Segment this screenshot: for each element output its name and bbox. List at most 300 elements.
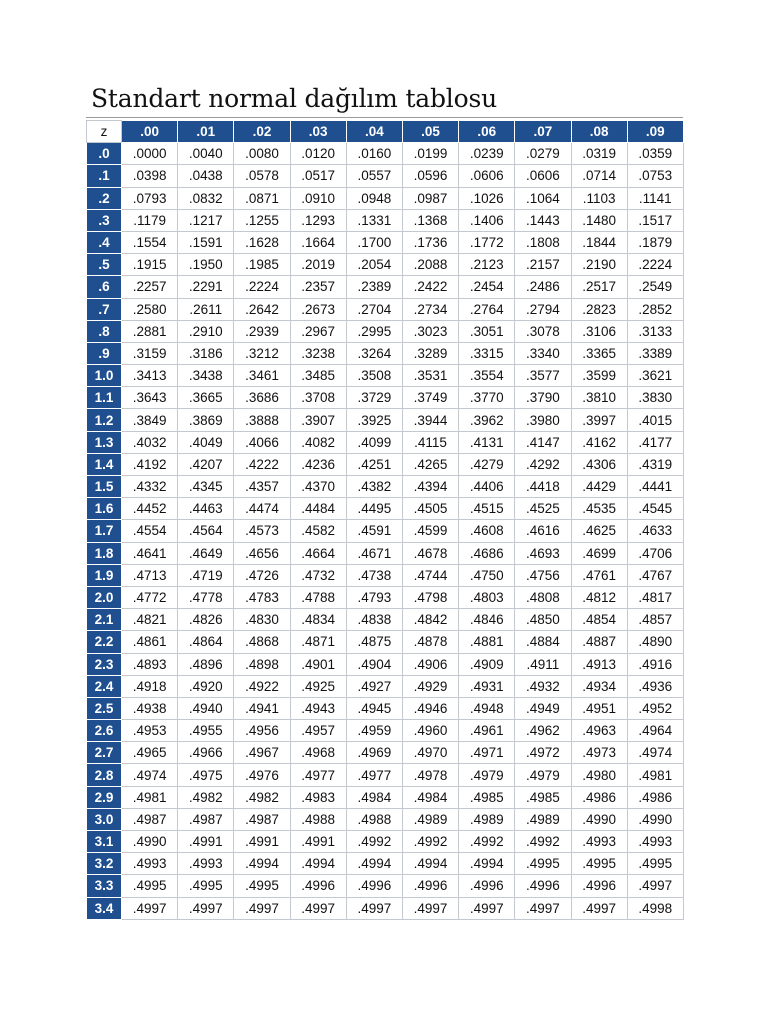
table-cell: .0596 (402, 165, 458, 187)
table-row (87, 209, 684, 231)
table-cell: .0438 (178, 165, 234, 187)
table-cell: .4986 (571, 786, 627, 808)
table-cell: .2019 (290, 254, 346, 276)
table-cell: .3577 (515, 365, 571, 387)
table-cell: .4918 (122, 675, 178, 697)
table-cell: .1772 (459, 231, 515, 253)
table-cell: .4981 (627, 764, 683, 786)
table-cell: .4616 (515, 520, 571, 542)
table-cell: .4955 (178, 720, 234, 742)
row-header: 1.2 (87, 409, 122, 431)
table-cell: .0279 (515, 143, 571, 165)
table-cell: .3790 (515, 387, 571, 409)
table-cell: .4990 (122, 831, 178, 853)
table-cell: .2123 (459, 254, 515, 276)
table-cell: .4545 (627, 498, 683, 520)
row-header: 2.7 (87, 742, 122, 764)
table-cell: .3907 (290, 409, 346, 431)
table-cell: .4967 (234, 742, 290, 764)
table-cell: .4706 (627, 542, 683, 564)
column-header: .02 (234, 121, 290, 143)
table-cell: .4382 (346, 476, 402, 498)
table-cell: .4945 (346, 697, 402, 719)
table-cell: .3264 (346, 342, 402, 364)
table-cell: .4772 (122, 586, 178, 608)
table-cell: .4993 (571, 831, 627, 853)
table-row (87, 631, 684, 653)
table-cell: .4980 (571, 764, 627, 786)
table-cell: .3389 (627, 342, 683, 364)
table-cell: .0359 (627, 143, 683, 165)
row-header: 1.0 (87, 365, 122, 387)
table-cell: .4292 (515, 453, 571, 475)
table-cell: .2734 (402, 298, 458, 320)
table-cell: .4979 (459, 764, 515, 786)
table-cell: .4995 (178, 875, 234, 897)
table-cell: .3599 (571, 365, 627, 387)
table-cell: .4345 (178, 476, 234, 498)
table-cell: .2910 (178, 320, 234, 342)
table-cell: .4927 (346, 675, 402, 697)
table-cell: .4961 (459, 720, 515, 742)
table-cell: .4693 (515, 542, 571, 564)
table-cell: .4115 (402, 431, 458, 453)
table-cell: .4332 (122, 476, 178, 498)
table-cell: .4984 (402, 786, 458, 808)
table-cell: .3665 (178, 387, 234, 409)
table-row (87, 697, 684, 719)
table-cell: .4995 (627, 853, 683, 875)
table-cell: .3315 (459, 342, 515, 364)
table-cell: .4991 (178, 831, 234, 853)
table-cell: .4821 (122, 609, 178, 631)
table-cell: .4936 (627, 675, 683, 697)
table-cell: .4306 (571, 453, 627, 475)
table-cell: .4319 (627, 453, 683, 475)
table-cell: .4991 (290, 831, 346, 853)
table-row (87, 476, 684, 498)
page-title: Standart normal dağılım tablosu (91, 84, 497, 113)
column-header: .01 (178, 121, 234, 143)
table-row (87, 875, 684, 897)
table-row (87, 853, 684, 875)
table-cell: .4997 (122, 897, 178, 919)
table-cell: .2454 (459, 276, 515, 298)
column-header: .04 (346, 121, 402, 143)
table-cell: .4875 (346, 631, 402, 653)
table-cell: .4251 (346, 453, 402, 475)
table-cell: .3869 (178, 409, 234, 431)
table-cell: .4959 (346, 720, 402, 742)
table-cell: .1406 (459, 209, 515, 231)
table-cell: .3830 (627, 387, 683, 409)
table-cell: .0606 (459, 165, 515, 187)
table-cell: .4982 (234, 786, 290, 808)
table-cell: .4995 (571, 853, 627, 875)
table-row (87, 409, 684, 431)
table-cell: .2995 (346, 320, 402, 342)
table-row (87, 653, 684, 675)
table-cell: .4834 (290, 609, 346, 631)
table-cell: .3708 (290, 387, 346, 409)
table-cell: .4744 (402, 564, 458, 586)
table-cell: .4974 (122, 764, 178, 786)
table-cell: .3212 (234, 342, 290, 364)
table-cell: .3238 (290, 342, 346, 364)
table-cell: .4429 (571, 476, 627, 498)
row-header: 2.3 (87, 653, 122, 675)
table-row (87, 298, 684, 320)
table-cell: .1879 (627, 231, 683, 253)
table-cell: .1554 (122, 231, 178, 253)
table-row (87, 586, 684, 608)
table-cell: .3686 (234, 387, 290, 409)
table-cell: .4997 (234, 897, 290, 919)
table-cell: .0517 (290, 165, 346, 187)
row-header: 1.4 (87, 453, 122, 475)
table-cell: .2486 (515, 276, 571, 298)
table-cell: .4887 (571, 631, 627, 653)
table-cell: .4946 (402, 697, 458, 719)
table-cell: .4964 (627, 720, 683, 742)
table-cell: .3729 (346, 387, 402, 409)
column-header: .06 (459, 121, 515, 143)
table-cell: .4948 (459, 697, 515, 719)
table-cell: .4983 (290, 786, 346, 808)
table-cell: .2224 (627, 254, 683, 276)
table-cell: .4525 (515, 498, 571, 520)
table-cell: .4515 (459, 498, 515, 520)
table-cell: .4996 (515, 875, 571, 897)
table-cell: .4901 (290, 653, 346, 675)
table-cell: .4793 (346, 586, 402, 608)
table-cell: .4082 (290, 431, 346, 453)
table-cell: .3438 (178, 365, 234, 387)
table-cell: .4911 (515, 653, 571, 675)
row-header: .3 (87, 209, 122, 231)
table-cell: .2939 (234, 320, 290, 342)
table-cell: .4418 (515, 476, 571, 498)
table-cell: .4929 (402, 675, 458, 697)
row-header: .5 (87, 254, 122, 276)
table-cell: .3621 (627, 365, 683, 387)
table-cell: .4992 (459, 831, 515, 853)
table-cell: .4582 (290, 520, 346, 542)
table-cell: .3106 (571, 320, 627, 342)
table-cell: .2291 (178, 276, 234, 298)
table-cell: .1664 (290, 231, 346, 253)
table-cell: .4131 (459, 431, 515, 453)
table-cell: .4934 (571, 675, 627, 697)
table-cell: .4868 (234, 631, 290, 653)
table-cell: .4641 (122, 542, 178, 564)
table-cell: .4750 (459, 564, 515, 586)
table-cell: .0319 (571, 143, 627, 165)
table-cell: .1217 (178, 209, 234, 231)
table-cell: .4463 (178, 498, 234, 520)
table-cell: .4997 (627, 875, 683, 897)
table-cell: .2517 (571, 276, 627, 298)
table-cell: .4979 (515, 764, 571, 786)
table-cell: .4940 (178, 697, 234, 719)
row-header: 3.3 (87, 875, 122, 897)
table-cell: .4686 (459, 542, 515, 564)
table-cell: .4987 (178, 808, 234, 830)
table-body (87, 143, 684, 920)
table-cell: .4977 (290, 764, 346, 786)
table-cell: .4904 (346, 653, 402, 675)
table-cell: .4798 (402, 586, 458, 608)
table-cell: .3944 (402, 409, 458, 431)
table-cell: .0080 (234, 143, 290, 165)
table-row (87, 387, 684, 409)
table-cell: .4969 (346, 742, 402, 764)
table-row (87, 831, 684, 853)
table-cell: .3023 (402, 320, 458, 342)
table-cell: .0000 (122, 143, 178, 165)
row-header: .9 (87, 342, 122, 364)
table-cell: .4564 (178, 520, 234, 542)
row-header: 2.9 (87, 786, 122, 808)
table-cell: .4826 (178, 609, 234, 631)
table-cell: .4890 (627, 631, 683, 653)
table-cell: .4992 (346, 831, 402, 853)
table-cell: .4803 (459, 586, 515, 608)
table-cell: .2190 (571, 254, 627, 276)
table-cell: .4988 (290, 808, 346, 830)
table-cell: .3749 (402, 387, 458, 409)
row-header: 3.4 (87, 897, 122, 919)
table-header-row (87, 121, 684, 143)
table-cell: .4963 (571, 720, 627, 742)
table-cell: .4236 (290, 453, 346, 475)
table-cell: .2852 (627, 298, 683, 320)
table-cell: .4951 (571, 697, 627, 719)
table-cell: .3997 (571, 409, 627, 431)
table-cell: .4591 (346, 520, 402, 542)
table-cell: .4997 (402, 897, 458, 919)
table-cell: .0832 (178, 187, 234, 209)
table-cell: .4949 (515, 697, 571, 719)
table-cell: .4996 (459, 875, 515, 897)
table-cell: .4406 (459, 476, 515, 498)
table-cell: .4207 (178, 453, 234, 475)
table-cell: .3980 (515, 409, 571, 431)
table-cell: .4993 (122, 853, 178, 875)
table-cell: .2673 (290, 298, 346, 320)
table-cell: .4783 (234, 586, 290, 608)
row-header: 1.3 (87, 431, 122, 453)
table-cell: .4916 (627, 653, 683, 675)
table-cell: .4976 (234, 764, 290, 786)
table-cell: .4995 (122, 875, 178, 897)
table-cell: .1141 (627, 187, 683, 209)
table-cell: .4994 (402, 853, 458, 875)
table-cell: .4871 (290, 631, 346, 653)
table-cell: .4726 (234, 564, 290, 586)
table-cell: .4994 (346, 853, 402, 875)
table-cell: .2764 (459, 298, 515, 320)
table-cell: .4996 (402, 875, 458, 897)
table-cell: .0557 (346, 165, 402, 187)
table-cell: .4960 (402, 720, 458, 742)
table-cell: .1628 (234, 231, 290, 253)
table-cell: .3849 (122, 409, 178, 431)
table-cell: .4984 (346, 786, 402, 808)
row-header: 3.0 (87, 808, 122, 830)
table-cell: .4656 (234, 542, 290, 564)
table-cell: .3888 (234, 409, 290, 431)
table-cell: .4884 (515, 631, 571, 653)
table-cell: .4842 (402, 609, 458, 631)
table-cell: .3365 (571, 342, 627, 364)
row-header: 1.7 (87, 520, 122, 542)
table-cell: .0793 (122, 187, 178, 209)
table-cell: .4996 (571, 875, 627, 897)
table-cell: .4985 (515, 786, 571, 808)
table-cell: .4977 (346, 764, 402, 786)
table-cell: .4788 (290, 586, 346, 608)
table-cell: .4995 (515, 853, 571, 875)
table-cell: .2257 (122, 276, 178, 298)
table-cell: .3925 (346, 409, 402, 431)
table-cell: .0606 (515, 165, 571, 187)
table-cell: .2823 (571, 298, 627, 320)
table-cell: .2422 (402, 276, 458, 298)
table-cell: .4846 (459, 609, 515, 631)
table-cell: .2389 (346, 276, 402, 298)
row-header: 1.6 (87, 498, 122, 520)
table-cell: .4147 (515, 431, 571, 453)
table-cell: .4994 (290, 853, 346, 875)
table-row (87, 742, 684, 764)
table-row (87, 165, 684, 187)
row-header: .7 (87, 298, 122, 320)
table-cell: .4857 (627, 609, 683, 631)
column-header: .03 (290, 121, 346, 143)
row-header: 1.9 (87, 564, 122, 586)
table-cell: .2611 (178, 298, 234, 320)
table-cell: .4671 (346, 542, 402, 564)
table-cell: .4971 (459, 742, 515, 764)
table-cell: .4993 (178, 853, 234, 875)
table-cell: .4996 (290, 875, 346, 897)
table-cell: .4906 (402, 653, 458, 675)
table-cell: .1517 (627, 209, 683, 231)
table-cell: .4484 (290, 498, 346, 520)
table-cell: .3962 (459, 409, 515, 431)
table-cell: .1026 (459, 187, 515, 209)
table-cell: .4952 (627, 697, 683, 719)
table-cell: .4357 (234, 476, 290, 498)
table-cell: .4830 (234, 609, 290, 631)
table-cell: .4370 (290, 476, 346, 498)
table-cell: .4996 (346, 875, 402, 897)
table-cell: .1700 (346, 231, 402, 253)
table-cell: .3413 (122, 365, 178, 387)
row-header: .0 (87, 143, 122, 165)
table-cell: .2549 (627, 276, 683, 298)
row-header: 3.1 (87, 831, 122, 853)
table-cell: .4767 (627, 564, 683, 586)
table-cell: .2357 (290, 276, 346, 298)
table-cell: .0714 (571, 165, 627, 187)
table-cell: .4957 (290, 720, 346, 742)
table-cell: .4938 (122, 697, 178, 719)
row-header: .1 (87, 165, 122, 187)
table-cell: .4931 (459, 675, 515, 697)
table-cell: .4997 (346, 897, 402, 919)
column-header: .08 (571, 121, 627, 143)
table-cell: .2642 (234, 298, 290, 320)
row-header: .4 (87, 231, 122, 253)
table-cell: .4992 (402, 831, 458, 853)
table-cell: .4812 (571, 586, 627, 608)
table-cell: .4913 (571, 653, 627, 675)
column-header: .00 (122, 121, 178, 143)
table-cell: .0578 (234, 165, 290, 187)
table-cell: .1293 (290, 209, 346, 231)
table-row (87, 431, 684, 453)
table-cell: .0871 (234, 187, 290, 209)
row-header: 2.8 (87, 764, 122, 786)
table-cell: .4878 (402, 631, 458, 653)
table-cell: .0910 (290, 187, 346, 209)
table-cell: .2704 (346, 298, 402, 320)
table-cell: .4989 (402, 808, 458, 830)
table-cell: .3078 (515, 320, 571, 342)
table-cell: .3770 (459, 387, 515, 409)
table-cell: .4966 (178, 742, 234, 764)
table-cell: .1368 (402, 209, 458, 231)
table-cell: .4970 (402, 742, 458, 764)
table-cell: .4678 (402, 542, 458, 564)
table-cell: .4982 (178, 786, 234, 808)
table-cell: .3554 (459, 365, 515, 387)
table-row (87, 365, 684, 387)
table-cell: .4998 (627, 897, 683, 919)
table-cell: .1950 (178, 254, 234, 276)
table-row (87, 786, 684, 808)
table-cell: .4989 (459, 808, 515, 830)
table-row (87, 143, 684, 165)
table-cell: .4554 (122, 520, 178, 542)
row-header: 1.1 (87, 387, 122, 409)
table-cell: .4452 (122, 498, 178, 520)
table-row (87, 498, 684, 520)
table-cell: .4573 (234, 520, 290, 542)
table-cell: .4965 (122, 742, 178, 764)
table-cell: .3340 (515, 342, 571, 364)
table-row (87, 764, 684, 786)
table-row (87, 897, 684, 919)
row-header: .8 (87, 320, 122, 342)
table-row (87, 720, 684, 742)
table-cell: .4756 (515, 564, 571, 586)
table-cell: .4973 (571, 742, 627, 764)
table-cell: .4941 (234, 697, 290, 719)
table-cell: .4972 (515, 742, 571, 764)
row-header: 2.4 (87, 675, 122, 697)
table-cell: .4987 (122, 808, 178, 830)
row-header: 1.5 (87, 476, 122, 498)
table-cell: .4699 (571, 542, 627, 564)
table-cell: .4394 (402, 476, 458, 498)
table-cell: .4994 (234, 853, 290, 875)
table-cell: .3531 (402, 365, 458, 387)
table-cell: .4962 (515, 720, 571, 742)
table-cell: .4975 (178, 764, 234, 786)
